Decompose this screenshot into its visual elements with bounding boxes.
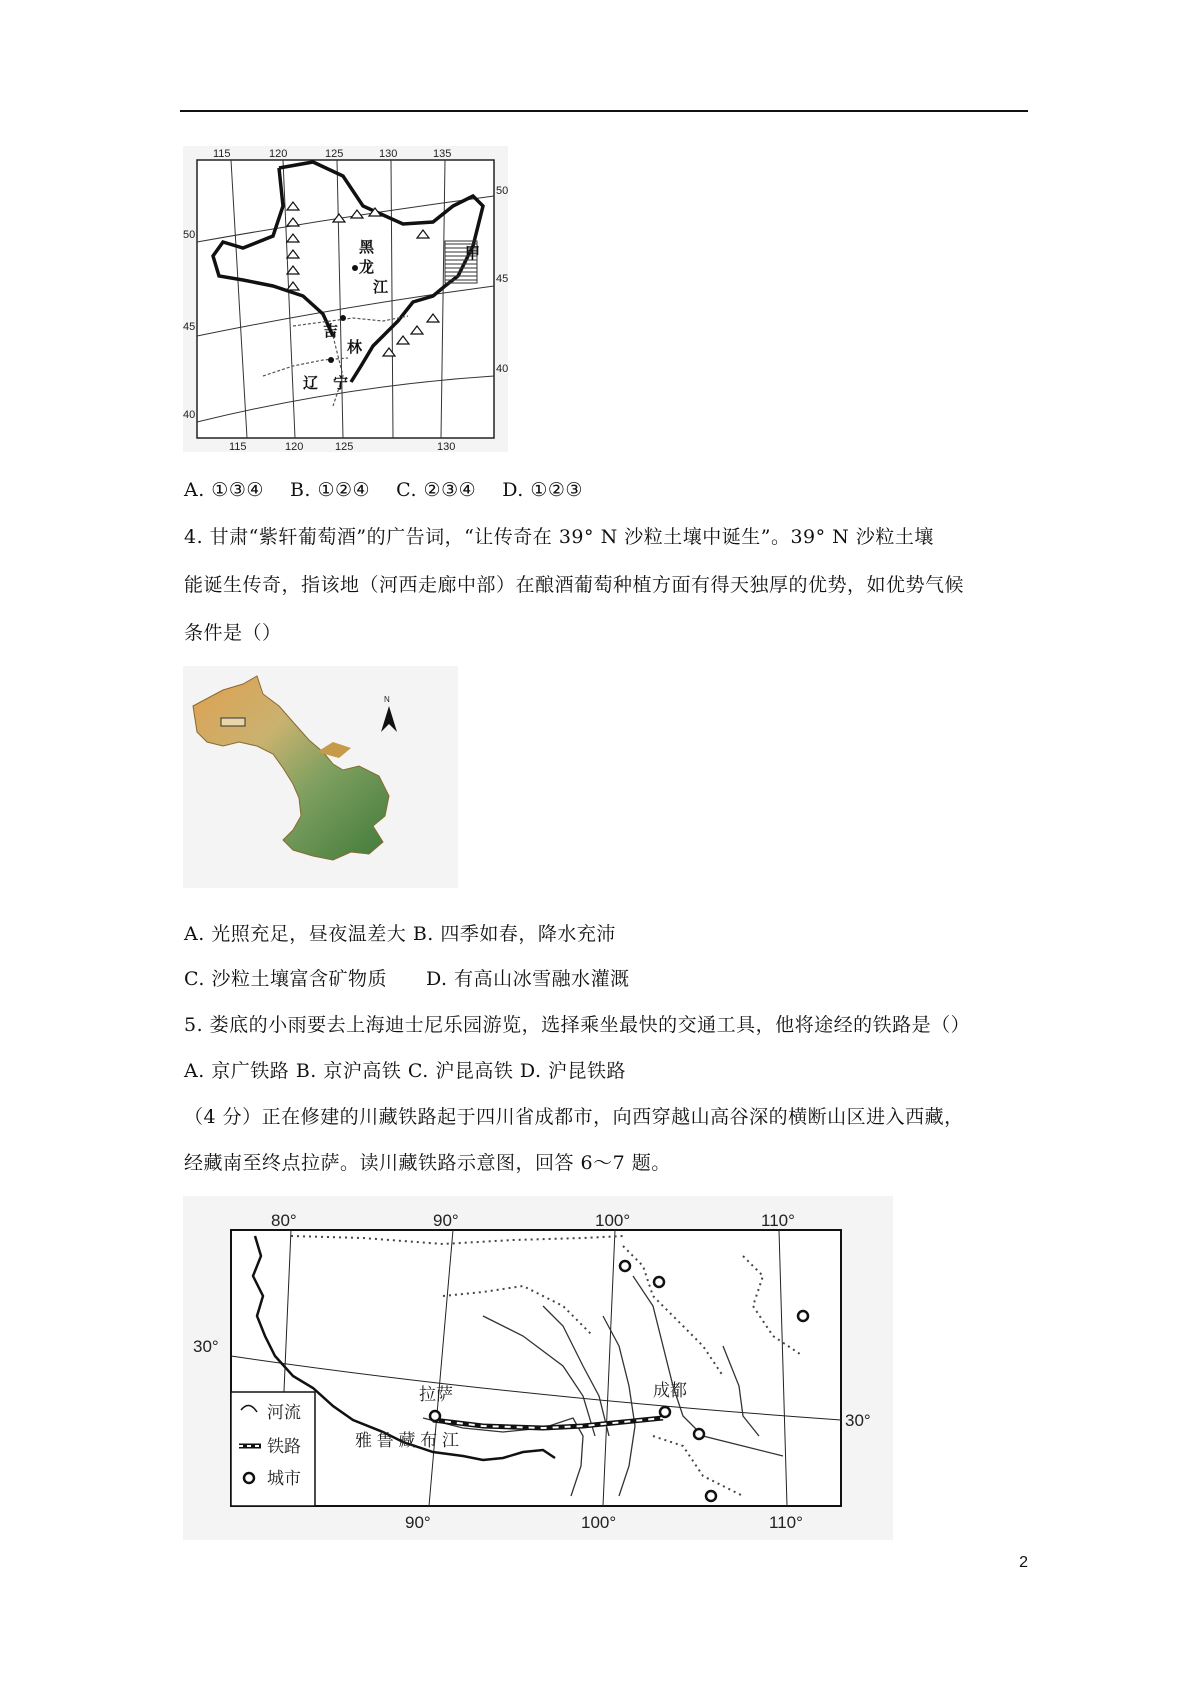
label-jiang: 江 (373, 279, 389, 296)
q67-line2: 经藏南至终点拉萨。读川藏铁路示意图，回答 6～7 题。 (184, 1152, 671, 1174)
q5-stem: 5. 娄底的小雨要去上海迪士尼乐园游览，选择乘坐最快的交通工具，他将途经的铁路是（） (184, 1014, 971, 1036)
lon-bottom-90: 90° (405, 1513, 431, 1532)
q4-line2: 能诞生传奇，指该地（河西走廊中部）在酿酒葡萄种植方面有得天独厚的优势，如优势气候 (184, 574, 965, 596)
q4-line3: 条件是（） (184, 622, 282, 644)
lon-top-100: 100° (595, 1211, 631, 1230)
lon-top-120: 120 (269, 148, 288, 160)
label-liao: 辽 (303, 375, 319, 392)
lat-left-50: 50 (183, 229, 196, 241)
header-rule (180, 110, 1028, 112)
lon-top-130: 130 (379, 148, 398, 160)
lat-right-45: 45 (496, 273, 508, 285)
q4-line1: 4. 甘肃“紫轩葡萄酒”的广告词，“让传奇在 39° N 沙粒土壤中诞生”。39° N 沙粒土壤 (184, 526, 934, 548)
q5-options: A. 京广铁路 B. 京沪高铁 C. 沪昆高铁 D. 沪昆铁路 (184, 1060, 627, 1082)
yarlung-river-label: 雅 鲁 藏 布 江 (355, 1431, 459, 1450)
label-lin: 林 (347, 339, 363, 356)
north-arrow-icon (381, 706, 397, 732)
northeast-china-map (183, 146, 508, 452)
label-hei: 黑 (359, 239, 375, 256)
lon-bottom-120: 120 (285, 441, 304, 452)
lon-top-110: 110° (761, 1211, 795, 1230)
lon-top-80: 80° (271, 1211, 297, 1230)
lon-bottom-110: 110° (769, 1513, 803, 1532)
north-label: N (384, 695, 390, 704)
legend-railway-label: 铁路 (267, 1437, 301, 1456)
label-jia: 甲 (465, 245, 481, 262)
lon-top-90: 90° (433, 1211, 459, 1230)
label-ji: 吉 (323, 323, 339, 340)
city-lhasa-label: 拉萨 (419, 1385, 453, 1404)
gansu-map (183, 666, 458, 888)
lon-bottom-130: 130 (437, 441, 456, 452)
legend-river-label: 河流 (267, 1403, 301, 1422)
q4-option-cd: C. 沙粒土壤富含矿物质 D. 有高山冰雪融水灌溉 (184, 968, 630, 990)
label-long: 龙 (359, 259, 375, 276)
q67-line1: （4 分）正在修建的川藏铁路起于四川省成都市，向西穿越山高谷深的横断山区进入西藏， (184, 1106, 964, 1128)
lat-right-50: 50 (496, 185, 508, 197)
lon-bottom-100: 100° (581, 1513, 617, 1532)
page-number: 2 (1019, 1554, 1028, 1571)
lat-right-40: 40 (496, 363, 508, 375)
q4-option-ab: A. 光照充足，昼夜温差大 B. 四季如春，降水充沛 (184, 923, 616, 945)
legend-city-label: 城市 (267, 1469, 301, 1488)
lat-left-45: 45 (183, 321, 196, 333)
lon-bottom-115: 115 (229, 441, 247, 452)
q3-options: A. ①③④ B. ①②④ C. ②③④ D. ①②③ (184, 479, 583, 501)
lon-top-135: 135 (433, 148, 452, 160)
lon-top-115: 115 (213, 148, 231, 160)
lat-right-30: 30° (845, 1411, 871, 1430)
lon-bottom-125: 125 (335, 441, 354, 452)
city-chengdu-label: 成都 (653, 1381, 687, 1400)
sichuan-tibet-railway-map (183, 1196, 893, 1540)
lat-left-40: 40 (183, 409, 196, 421)
lat-left-30: 30° (193, 1337, 219, 1356)
lon-top-125: 125 (325, 148, 344, 160)
label-ning: 宁 (333, 375, 349, 392)
